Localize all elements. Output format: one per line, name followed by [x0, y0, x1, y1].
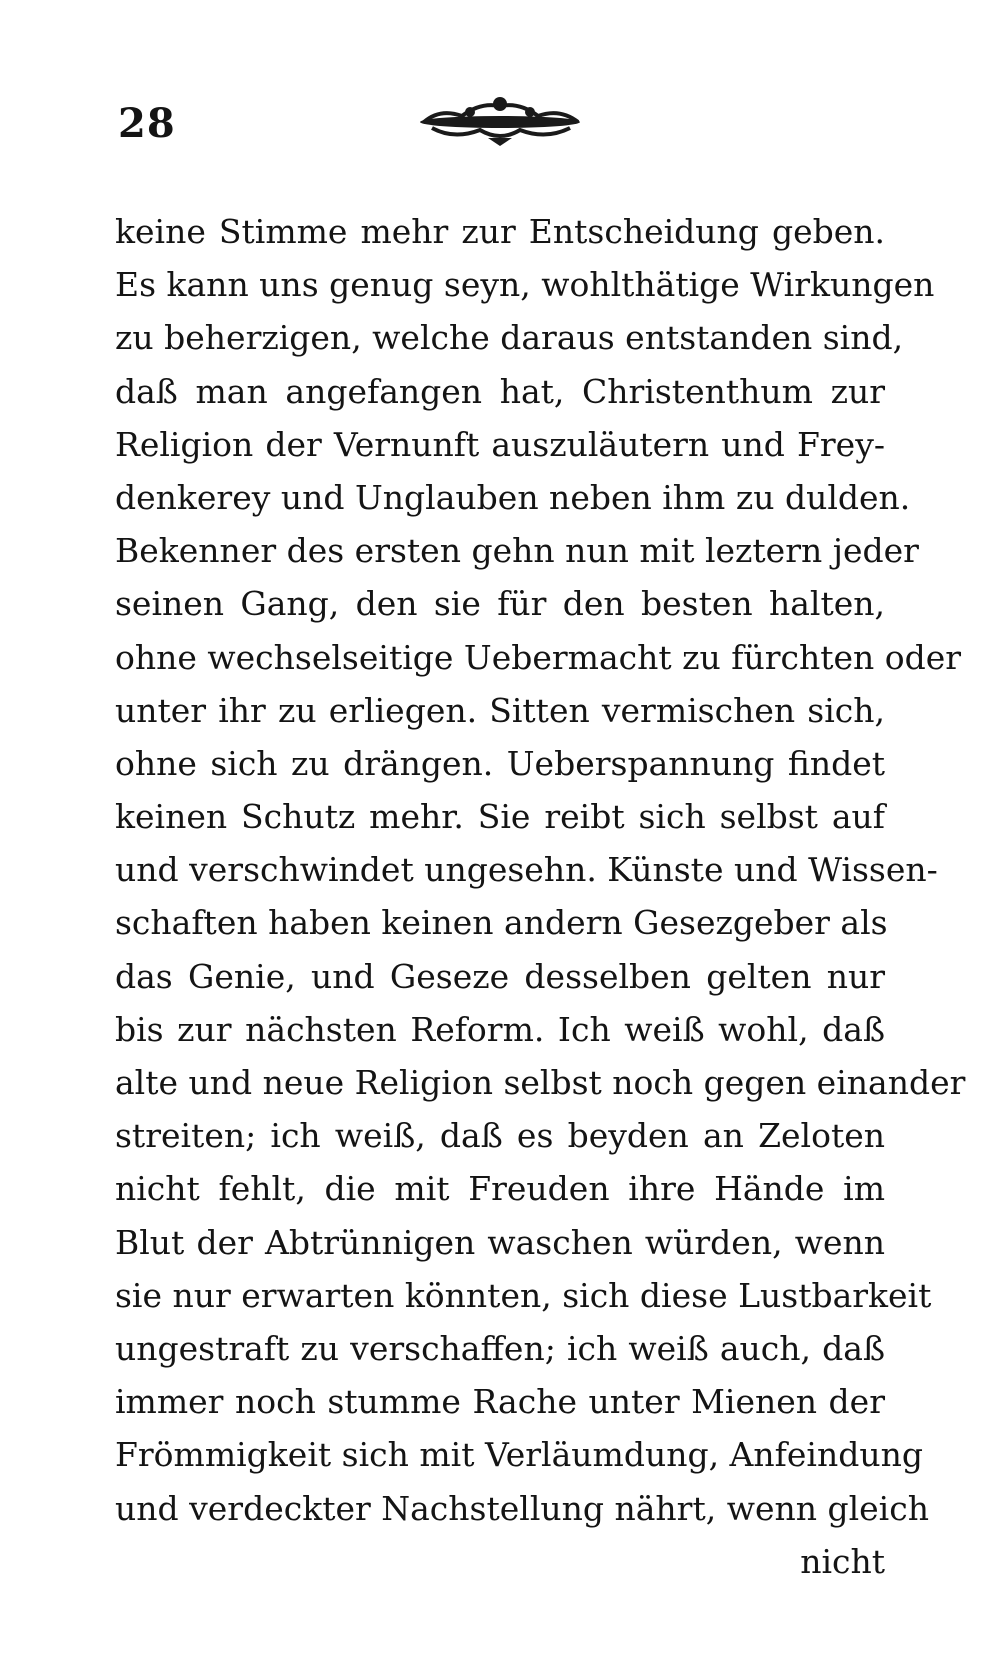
page-number: 28: [118, 100, 176, 147]
text-line: ungestraft zu verschaffen; ich weiß auch, daß: [115, 1328, 885, 1368]
text-line: alte und neue Religion selbst noch gegen einander: [115, 1063, 966, 1102]
text-line: das Genie, und Geseze desselben gelten nur: [115, 956, 885, 996]
text-line: bis zur nächsten Reform. Ich weiß wohl, daß: [115, 1009, 885, 1049]
text-line: nicht fehlt, die mit Freuden ihre Hände im: [115, 1169, 885, 1209]
ornament-icon: [410, 92, 590, 148]
text-line: Blut der Abtrünnigen waschen würden, wenn: [115, 1222, 885, 1262]
text-line: und verschwindet ungesehn. Künste und Wissen-: [115, 850, 938, 890]
text-line: Religion der Vernunft auszuläutern und Frey-: [115, 424, 885, 464]
text-line: keine Stimme mehr zur Entscheidung geben.: [115, 212, 885, 251]
text-line: Frömmigkeit sich mit Verläumdung, Anfeindung: [115, 1435, 923, 1475]
text-line: daß man angefangen hat, Christenthum zur: [115, 371, 885, 411]
text-line: sie nur erwarten könnten, sich diese Lustbarkeit: [115, 1275, 932, 1315]
catchword: nicht: [800, 1541, 885, 1581]
text-line: Bekenner des ersten gehn nun mit leztern jeder: [115, 531, 919, 571]
text-line: schaften haben keinen andern Gesezgeber als: [115, 903, 888, 943]
text-line: denkerey und Unglauben neben ihm zu dulden.: [115, 477, 911, 517]
text-line: keinen Schutz mehr. Sie reibt sich selbst auf: [115, 797, 885, 837]
body-text: [115, 205, 966, 1588]
text-line: ohne wechselseitige Uebermacht zu fürchten oder: [115, 637, 962, 677]
text-line: unter ihr zu erliegen. Sitten vermischen sich,: [115, 690, 885, 730]
text-line: immer noch stumme Rache unter Mienen der: [115, 1382, 885, 1422]
text-line: seinen Gang, den sie für den besten halten,: [115, 584, 885, 624]
text-line: Es kann uns genug seyn, wohlthätige Wirkungen: [115, 265, 935, 305]
text-line: und verdeckter Nachstellung nährt, wenn gleich: [115, 1488, 929, 1528]
text-line: zu beherzigen, welche daraus entstanden sind,: [115, 318, 904, 358]
text-line: ohne sich zu drängen. Ueberspannung findet: [115, 743, 885, 783]
text-line: streiten; ich weiß, daß es beyden an Zeloten: [115, 1116, 885, 1156]
